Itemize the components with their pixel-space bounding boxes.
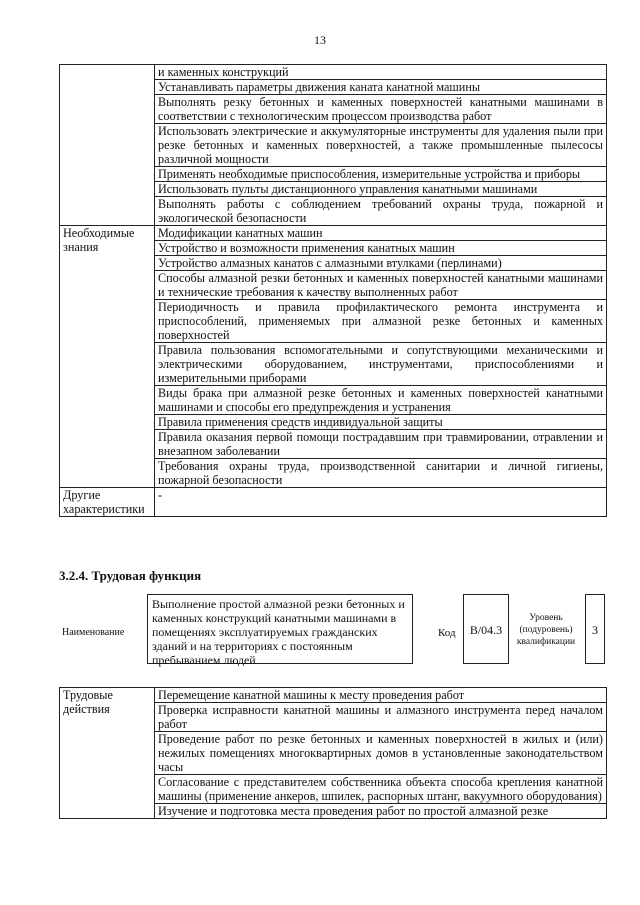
table-cell: Правила применения средств индивидуальной защиты — [155, 415, 607, 430]
requirements-table — [59, 64, 607, 517]
function-name-box: Выполнение простой алмазной резки бетонных и каменных конструкций канатными машинами в помещениях эксплуатируемых гражданских зданий и на территориях с постоянным пребыванием людей — [147, 594, 413, 664]
labor-actions-table — [59, 687, 607, 819]
table-cell: Использовать электрические и аккумуляторные инструменты для удаления пыли при резке бетонных и каменных поверхностей, а также промышленные пылесосы различной мощности — [155, 124, 607, 167]
table-cell: Перемещение канатной машины к месту проведения работ — [155, 688, 607, 703]
table-cell: Применять необходимые приспособления, измерительные устройства и приборы — [155, 167, 607, 182]
row-heading: Трудовые действия — [60, 688, 155, 819]
section-title: 3.2.4. Трудовая функция — [59, 568, 202, 583]
table-cell: Выполнять работы с соблюдением требований охраны труда, пожарной и экологической безопасности — [155, 197, 607, 226]
table-cell: и каменных конструкций — [155, 65, 607, 80]
table-row — [60, 488, 607, 517]
table-cell: Правила пользования вспомогательными и сопутствующими механическими и электрическими оборудованием, инструментами, приспособлениями и измерительными приборами — [155, 343, 607, 386]
row-heading — [60, 65, 155, 226]
table-cell: Модификации канатных машин — [155, 226, 607, 241]
name-label: Наименование — [62, 627, 125, 638]
row-heading: Другие характеристики — [60, 488, 155, 517]
table-cell: Правила оказания первой помощи пострадавшим при травмировании, отравлении и внезапном заболевании — [155, 430, 607, 459]
table-cell: Проверка исправности канатной машины и алмазного инструмента перед началом работ — [155, 703, 607, 732]
code-label: Код — [438, 627, 456, 639]
labor-function-header — [59, 594, 607, 666]
row-heading: Необходимые знания — [60, 226, 155, 488]
table-cell: Виды брака при алмазной резке бетонных и каменных поверхностей канатными машинами и способы его предупреждения и устранения — [155, 386, 607, 415]
table-cell: Выполнять резку бетонных и каменных поверхностей канатными машинами в соответствии с технологическим процессом производства работ — [155, 95, 607, 124]
level-box: 3 — [585, 594, 605, 664]
table-row — [60, 65, 607, 80]
table-cell: - — [155, 488, 607, 517]
page-number: 13 — [314, 33, 326, 47]
table-cell: Изучение и подготовка места проведения работ по простой алмазной резке — [155, 804, 607, 819]
table-cell: Согласование с представителем собственника объекта способа крепления канатной машины (применение анкеров, шпилек, распорных штанг, вакуумного оборудования) — [155, 775, 607, 804]
table-cell: Периодичность и правила профилактического ремонта инструмента и приспособлений, применяемых при алмазной резке бетонных и каменных поверхностей — [155, 300, 607, 343]
table-cell: Требования охраны труда, производственной санитарии и личной гигиены, пожарной безопасности — [155, 459, 607, 488]
table-cell: Устройство и возможности применения канатных машин — [155, 241, 607, 256]
table-cell: Устанавливать параметры движения каната канатной машины — [155, 80, 607, 95]
level-label: Уровень (подуровень) квалификации — [516, 613, 576, 647]
table-cell: Способы алмазной резки бетонных и каменных поверхностей канатными машинами и технические требования к качеству выполненных работ — [155, 271, 607, 300]
table-cell: Проведение работ по резке бетонных и каменных поверхностей в жилых и (или) нежилых помещениях многоквартирных домов в установленные законодательством часы — [155, 732, 607, 775]
table-cell: Использовать пульты дистанционного управления канатными машинами — [155, 182, 607, 197]
code-box: B/04.3 — [463, 594, 509, 664]
table-row — [60, 226, 607, 241]
table-cell: Устройство алмазных канатов с алмазными втулками (перлинами) — [155, 256, 607, 271]
table-row — [60, 688, 607, 703]
